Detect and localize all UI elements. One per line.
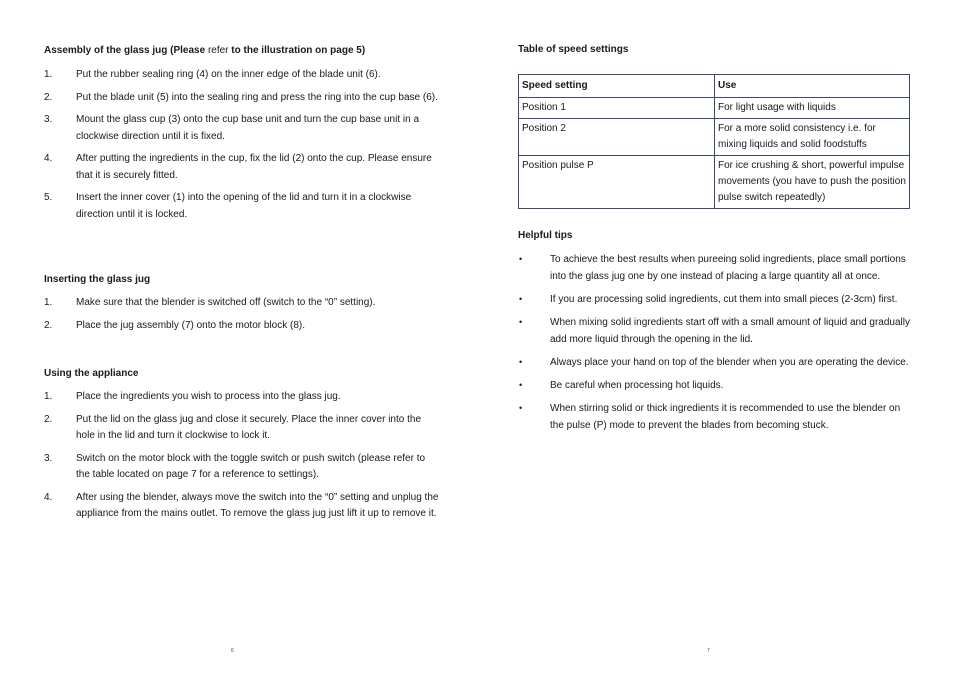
list-item (44, 389, 439, 406)
table-heading: Table of speed settings (518, 44, 629, 55)
bullet-icon: • (519, 380, 523, 390)
list-number: 1. (44, 391, 53, 402)
list-item (518, 291, 910, 308)
tip-text: Always place your hand on top of the blender when you are operating the device. (550, 357, 909, 368)
list-text: Place the ingredients you wish to process into the glass jug. (76, 391, 341, 402)
list-item (44, 295, 439, 312)
list-item (518, 400, 910, 434)
list-number: 3. (44, 114, 53, 125)
assembly-heading-part1: Assembly of the glass jug (Please (44, 45, 206, 56)
list-text: Put the blade unit (5) into the sealing ring and press the ring into the cup base (6). (76, 91, 438, 103)
using-list (44, 389, 439, 529)
inserting-list (44, 295, 439, 340)
list-item (44, 190, 439, 223)
speed-settings-table (518, 74, 910, 209)
list-number: 1. (44, 297, 53, 308)
column-header: Use (715, 75, 910, 98)
tip-text: If you are processing solid ingredients, cut them into small pieces (2-3cm) first. (550, 294, 898, 305)
assembly-heading (44, 44, 365, 58)
assembly-list (44, 67, 439, 229)
list-text: Place the jug assembly (7) onto the motor block (8). (76, 319, 305, 331)
list-item (44, 67, 439, 84)
list-item (44, 490, 439, 523)
list-number: 2. (44, 91, 53, 103)
list-number: 5. (44, 192, 53, 203)
list-item (518, 314, 910, 348)
bullet-icon: • (519, 317, 523, 327)
list-item (518, 251, 910, 285)
table-cell: For ice crushing & short, powerful impulse movements (you have to push the position pulse switch repeatedly) (715, 156, 910, 209)
table-cell: Position 1 (519, 98, 715, 119)
right-page (477, 0, 954, 675)
list-text: Mount the glass cup (3) onto the cup base unit and turn the cup base unit in a clockwise direction until it is fixed. (76, 114, 420, 142)
bullet-icon: • (519, 357, 523, 367)
list-item (44, 90, 439, 107)
list-number: 2. (44, 413, 53, 425)
list-number: 3. (44, 452, 53, 464)
list-item (518, 377, 910, 394)
bullet-icon: • (519, 254, 523, 264)
table-cell: For a more solid consistency i.e. for mixing liquids and solid foodstuffs (715, 119, 910, 156)
table-row (519, 98, 910, 119)
list-item (44, 451, 439, 484)
list-number: 1. (44, 69, 53, 80)
tips-list (518, 251, 910, 440)
list-text: Put the lid on the glass jug and close it securely. Place the inner cover into the hole in the lid and turn it clockwise to lock it. (76, 413, 422, 441)
table-row (519, 119, 910, 156)
page-number: 7 (707, 648, 710, 654)
list-item (518, 354, 910, 371)
list-item (44, 412, 439, 445)
table-row (519, 156, 910, 209)
list-number: 2. (44, 319, 53, 331)
tip-text: To achieve the best results when pureeing solid ingredients, place small portions into the glass jug one by one instead of placing a large quantity all at once. (550, 254, 906, 282)
tip-text: When mixing solid ingredients start off with a small amount of liquid and gradually add more liquid through the opening in the lid. (550, 317, 910, 345)
table-cell: Position pulse P (519, 156, 715, 209)
list-item (44, 112, 439, 145)
list-text: Put the rubber sealing ring (4) on the inner edge of the blade unit (6). (76, 69, 381, 80)
tip-text: When stirring solid or thick ingredients it is recommended to use the blender on the pulse (P) mode to prevent the blades from becoming stuck. (550, 403, 901, 431)
list-text: Make sure that the blender is switched off (switch to the “0” setting). (76, 297, 376, 308)
list-number: 4. (44, 153, 53, 164)
list-text: After using the blender, always move the switch into the “0” setting and unplug the appliance from the mains outlet. To remove the glass jug just lift it up to remove it. (76, 491, 439, 519)
assembly-heading-part3: to the illustration on page 5) (231, 45, 366, 56)
list-number: 4. (44, 491, 53, 503)
tip-text: Be careful when processing hot liquids. (550, 380, 724, 391)
assembly-heading-part2: refer (205, 45, 232, 56)
list-text: After putting the ingredients in the cup, fix the lid (2) onto the cup. Please ensure that it is securely fitted. (76, 153, 432, 181)
list-text: Insert the inner cover (1) into the opening of the lid and turn it in a clockwise direction until it is locked. (76, 192, 412, 220)
page-number: 6 (231, 648, 234, 654)
list-item (44, 151, 439, 184)
table-cell: For light usage with liquids (715, 98, 910, 119)
list-item (44, 318, 439, 335)
column-header: Speed setting (519, 75, 715, 98)
using-heading: Using the appliance (44, 368, 139, 379)
bullet-icon: • (519, 403, 523, 413)
inserting-heading: Inserting the glass jug (44, 274, 151, 285)
table-cell: Position 2 (519, 119, 715, 156)
bullet-icon: • (519, 294, 523, 304)
list-text: Switch on the motor block with the toggle switch or push switch (please refer to the table located on page 7 for a reference to settings). (76, 452, 426, 480)
table-header-row (519, 75, 910, 98)
tips-heading: Helpful tips (518, 230, 573, 241)
